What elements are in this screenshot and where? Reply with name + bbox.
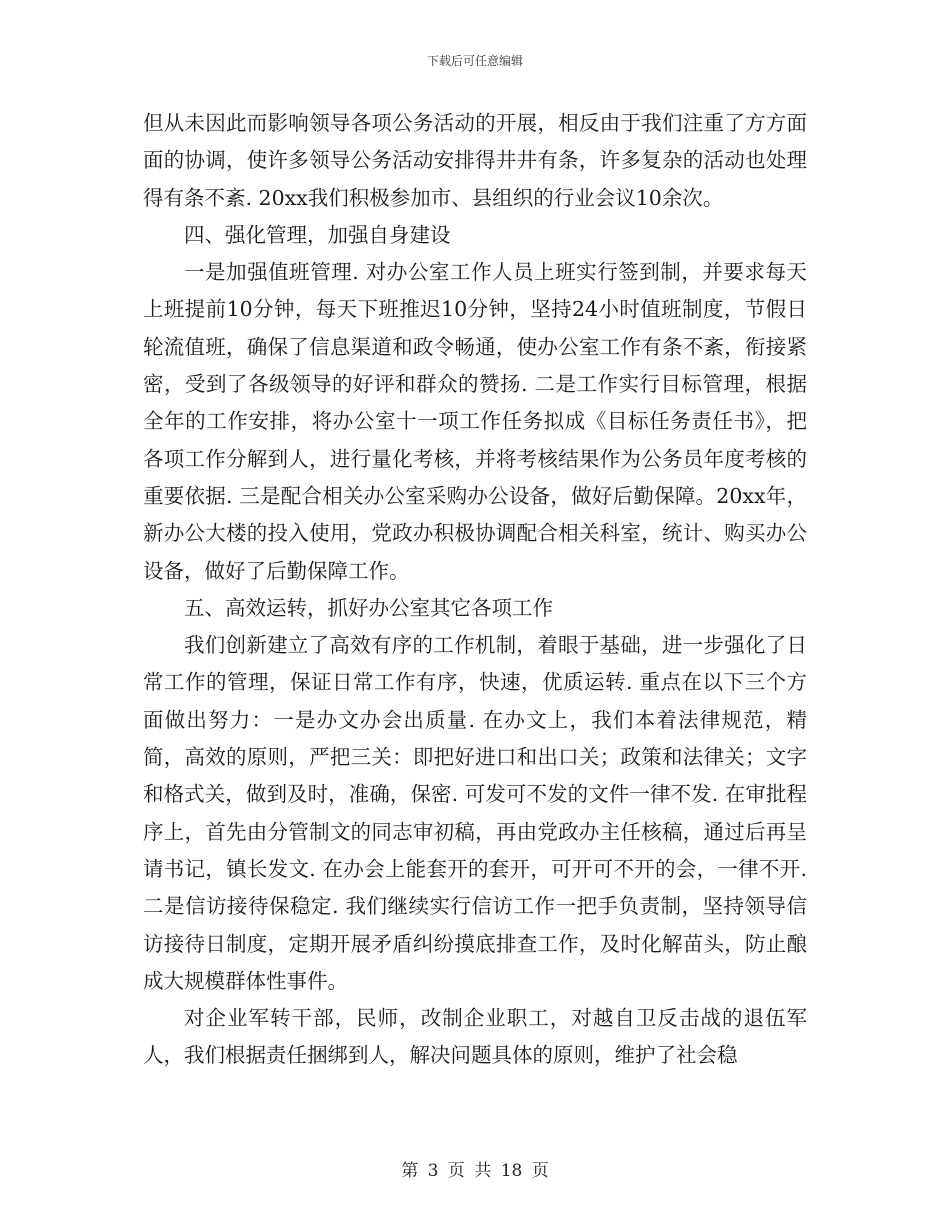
- paragraph-continuation: 但从未因此而影响领导各项公务活动的开展，相反由于我们注重了方方面面的协调，使许多领导公务活动安排得井井有条，许多复杂的活动也处理得有条不紊. 20xx我们积极参加市、县组织的行业会议10余次。: [143, 111, 807, 210]
- paragraph-operations: 我们创新建立了高效有序的工作机制，着眼于基础，进一步强化了日常工作的管理，保证日常工作有序，快速，优质运转. 重点在以下三个方面做出努力：一是办文办会出质量. 在办文上，我们本着法律规范，精简，高效的原则，严把三关：即把好进口和出口关；政策和法律关；文字和格式关，做到及时，准确，保密. 可发可不发的文件一律不发. 在审批程序上，首先由分管制文的同志审初稿，再由党政办主任核稿，通过后再呈请书记，镇长发文. 在办会上能套开的套开，可开可不开的会，一律不开. 二是信访接待保稳定. 我们继续实行信访工作一把手负责制，坚持领导信访接待日制度，定期开展矛盾纠纷摸底排查工作，及时化解苗头，防止酿成大规模群体性事件。: [143, 633, 807, 993]
- paragraph-management: 一是加强值班管理. 对办公室工作人员上班实行签到制，并要求每天上班提前10分钟，每天下班推迟10分钟，坚持24小时值班制度，节假日轮流值班，确保了信息渠道和政令畅通，使办公室工作有条不紊，衔接紧密，受到了各级领导的好评和群众的赞扬. 二是工作实行目标管理，根据全年的工作安排，将办公室十一项工作任务拟成《目标任务责任书》，把各项工作分解到人，进行量化考核，并将考核结果作为公务员年度考核的重要依据. 三是配合相关办公室采购办公设备，做好后勤保障。20xx年，新办公大楼的投入使用，党政办积极协调配合相关科室，统计、购买办公设备，做好了后勤保障工作。: [143, 260, 807, 583]
- paragraph-veterans: 对企业军转干部，民师，改制企业职工，对越自卫反击战的退伍军人，我们根据责任捆绑到人，解决问题具体的原则，维护了社会稳: [143, 1006, 807, 1068]
- page-header: 下载后可任意编辑: [426, 54, 523, 68]
- document-body: [143, 105, 807, 1075]
- page-footer: 第 3 页 共 18 页: [401, 1161, 549, 1181]
- section-heading-4: 四、强化管理，加强自身建设: [184, 222, 451, 247]
- section-heading-5: 五、高效运转，抓好办公室其它各项工作: [184, 595, 553, 620]
